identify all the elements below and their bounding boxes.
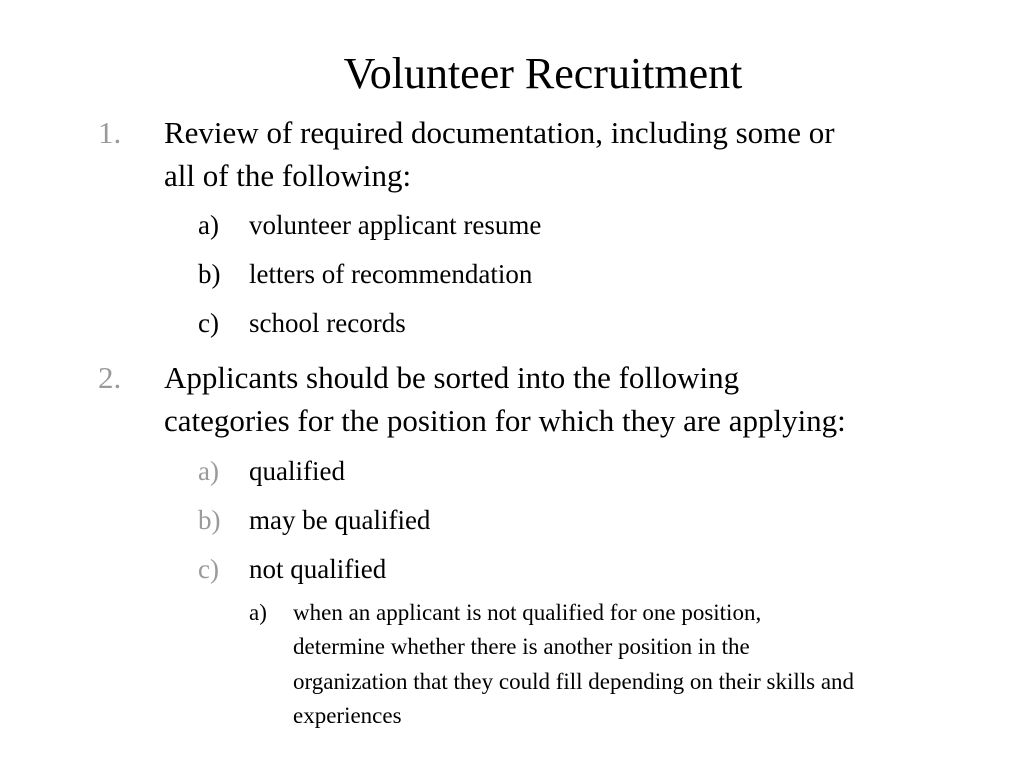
sub-list-item-marker: a) xyxy=(198,456,219,486)
sub-list-item-text: school records xyxy=(249,308,406,338)
sub-list-item-text: not qualified xyxy=(249,554,387,584)
list-item-text: categories for the position for which they are applying: xyxy=(164,403,846,438)
sub-list-item-marker: a) xyxy=(198,210,219,240)
sub-list-item-marker: c) xyxy=(198,308,219,338)
sub-list-item-text: may be qualified xyxy=(249,505,431,535)
list-item-text: Review of required documentation, including some or xyxy=(164,115,835,150)
sub-list-item-text: qualified xyxy=(249,456,345,486)
nested-list-item-text: organization that they could fill depending on their skills and xyxy=(293,669,855,694)
sub-list-item-marker: c) xyxy=(198,554,219,584)
sub-list-item-marker: b) xyxy=(198,259,221,289)
list-item-text: all of the following: xyxy=(164,158,412,193)
nested-list-item-text: determine whether there is another position in the xyxy=(293,634,750,659)
list-item-number: 2. xyxy=(98,360,122,395)
nested-list-item-marker: a) xyxy=(249,600,267,625)
sub-list-item-marker: b) xyxy=(198,505,221,535)
sub-list-item-text: volunteer applicant resume xyxy=(249,210,542,240)
sub-list-item-text: letters of recommendation xyxy=(249,259,533,289)
nested-list-item-text: when an applicant is not qualified for one position, xyxy=(293,600,762,625)
list-item-number: 1. xyxy=(98,115,122,150)
slide-title: Volunteer Recruitment xyxy=(343,49,743,98)
nested-list-item-text: experiences xyxy=(293,703,402,728)
list-item-text: Applicants should be sorted into the following xyxy=(164,360,740,395)
